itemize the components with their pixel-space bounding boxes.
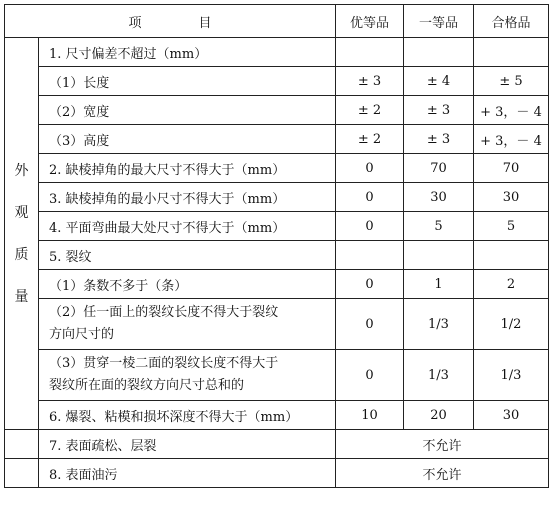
row-value-qualified (474, 38, 549, 67)
row-item: 8. 表面油污 (39, 459, 336, 488)
header-item: 项 目 (5, 5, 336, 38)
row-item-line: （2）任一面上的裂纹长度不得大于裂纹 (49, 305, 279, 320)
row-item: 7. 表面疏松、层裂 (39, 430, 336, 459)
table-row (5, 96, 549, 125)
side-label-char: 量 (14, 288, 29, 305)
row-value-first: ± 4 (404, 67, 474, 96)
row-value-premium: ± 2 (336, 96, 404, 125)
row-value-qualified: 30 (474, 183, 549, 212)
table-row (5, 459, 549, 488)
side-label-char: 质 (14, 246, 29, 263)
row-value-merged: 不允许 (336, 430, 549, 459)
row-value-qualified: 2 (474, 270, 549, 299)
row-value-qualified: + 3，－ 4 (474, 125, 549, 154)
row-item: （1）条数不多于（条） (39, 270, 336, 299)
row-value-qualified: 30 (474, 401, 549, 430)
header-grade-first: 一等品 (404, 5, 474, 38)
header-grade-premium: 优等品 (336, 5, 404, 38)
table-row (5, 299, 549, 350)
row-item: 1. 尺寸偏差不超过（mm） (39, 38, 336, 67)
row-item: （2）宽度 (39, 96, 336, 125)
row-value-premium: 0 (336, 270, 404, 299)
table-row (5, 212, 549, 241)
row-value-first: 30 (404, 183, 474, 212)
row-value-qualified: 70 (474, 154, 549, 183)
side-blank (5, 430, 39, 459)
row-value-first (404, 38, 474, 67)
table-row (5, 241, 549, 270)
row-item-line: 方向尺寸的 (49, 327, 115, 342)
row-value-qualified: 1/2 (474, 299, 549, 350)
table-row (5, 125, 549, 154)
row-value-premium: 0 (336, 350, 404, 401)
row-item (39, 350, 336, 401)
table-row (5, 154, 549, 183)
header-grade-qualified: 合格品 (474, 5, 549, 38)
row-value-first: 1/3 (404, 299, 474, 350)
table-row (5, 270, 549, 299)
row-value-premium (336, 241, 404, 270)
table-container (4, 4, 549, 488)
table-row (5, 38, 549, 67)
row-value-premium: 0 (336, 154, 404, 183)
table-row (5, 183, 549, 212)
row-value-premium: 0 (336, 183, 404, 212)
row-value-premium: ± 2 (336, 125, 404, 154)
row-item (39, 299, 336, 350)
row-item: 4. 平面弯曲最大处尺寸不得大于（mm） (39, 212, 336, 241)
table-row (5, 350, 549, 401)
side-blank (5, 459, 39, 488)
row-item: 3. 缺棱掉角的最小尺寸不得大于（mm） (39, 183, 336, 212)
table-row (5, 430, 549, 459)
row-value-premium: 0 (336, 299, 404, 350)
row-value-first: 70 (404, 154, 474, 183)
row-item-line: （3）贯穿一棱二面的裂纹长度不得大于 (49, 356, 279, 371)
row-value-qualified: ± 5 (474, 67, 549, 96)
row-value-qualified: + 3，－ 4 (474, 96, 549, 125)
row-value-first (404, 241, 474, 270)
row-value-first: 1/3 (404, 350, 474, 401)
row-value-first: ± 3 (404, 125, 474, 154)
row-value-qualified: 1/3 (474, 350, 549, 401)
row-value-first: 5 (404, 212, 474, 241)
row-value-merged: 不允许 (336, 459, 549, 488)
row-item-line: 裂纹所在面的裂纹方向尺寸总和的 (49, 378, 245, 393)
row-item: 2. 缺棱掉角的最大尺寸不得大于（mm） (39, 154, 336, 183)
row-item: 5. 裂纹 (39, 241, 336, 270)
header-row (5, 5, 549, 38)
row-value-first: 20 (404, 401, 474, 430)
table-row (5, 401, 549, 430)
side-label-char: 观 (14, 204, 29, 221)
row-value-qualified (474, 241, 549, 270)
row-item: 6. 爆裂、粘模和损坏深度不得大于（mm） (39, 401, 336, 430)
quality-standards-table (4, 4, 549, 488)
row-item: （3）高度 (39, 125, 336, 154)
table-row (5, 67, 549, 96)
row-value-premium: ± 3 (336, 67, 404, 96)
row-value-premium: 10 (336, 401, 404, 430)
row-value-first: 1 (404, 270, 474, 299)
side-label (5, 38, 39, 430)
row-value-premium: 0 (336, 212, 404, 241)
row-value-premium (336, 38, 404, 67)
row-value-first: ± 3 (404, 96, 474, 125)
side-label-char: 外 (14, 162, 29, 179)
row-value-qualified: 5 (474, 212, 549, 241)
row-item: （1）长度 (39, 67, 336, 96)
